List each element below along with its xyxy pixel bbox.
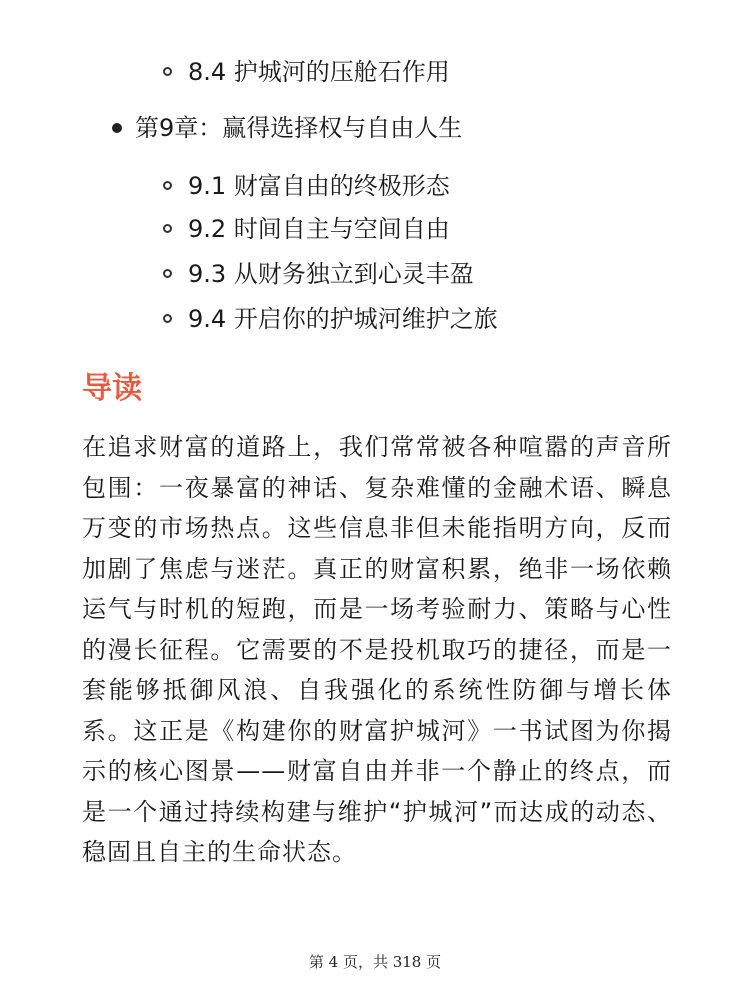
toc-chapter-9[interactable]: [135, 113, 462, 143]
toc-subsection-9-3[interactable]: [188, 259, 474, 289]
toc-subsection-9-1[interactable]: [188, 171, 450, 201]
hollow-bullet-icon: [163, 269, 172, 278]
toc-subsection-8-4[interactable]: [188, 57, 450, 87]
filled-bullet-icon: [112, 123, 122, 133]
page-number-footer: 第 4 页，共 318 页: [308, 953, 442, 971]
toc-chapter-label: 第9章：赢得选择权与自由人生: [135, 114, 463, 142]
toc-subsection-label: 9.1 财富自由的终极形态: [188, 172, 450, 200]
hollow-bullet-icon: [163, 181, 172, 190]
toc-subsection-9-2[interactable]: [188, 214, 450, 244]
hollow-bullet-icon: [163, 314, 172, 323]
toc-subsection-label: 8.4 护城河的压舱石作用: [188, 58, 450, 86]
toc-subsection-9-4[interactable]: [188, 304, 498, 334]
toc-subsection-label: 9.2 时间自主与空间自由: [188, 215, 450, 243]
hollow-bullet-icon: [163, 67, 172, 76]
intro-paragraph: 在追求财富的道路上，我们常常被各种喧嚣的声音所包围：一夜暴富的神话、复杂难懂的金融术语、瞬息万变的市场热点。这些信息非但未能指明方向，反而加剧了焦虑与迷茫。真正的财富积累，绝非一场依赖运气与时机的短跑，而是一场考验耐力、策略与心性的漫长征程。它需要的不是投机取巧的捷径，而是一套能够抵御风浪、自我强化的系统性防御与增长体系。这正是《构建你的财富护城河》一书试图为你揭示的核心图景——财富自由并非一个静止的终点，而是一个通过持续构建与维护“护城河”而达成的动态、稳固且自主的生命状态。: [82, 433, 672, 866]
section-title: 导读: [82, 371, 142, 406]
toc-subsection-label: 9.3 从财务独立到心灵丰盈: [188, 260, 474, 288]
toc-subsection-label: 9.4 开启你的护城河维护之旅: [188, 305, 498, 333]
hollow-bullet-icon: [163, 224, 172, 233]
